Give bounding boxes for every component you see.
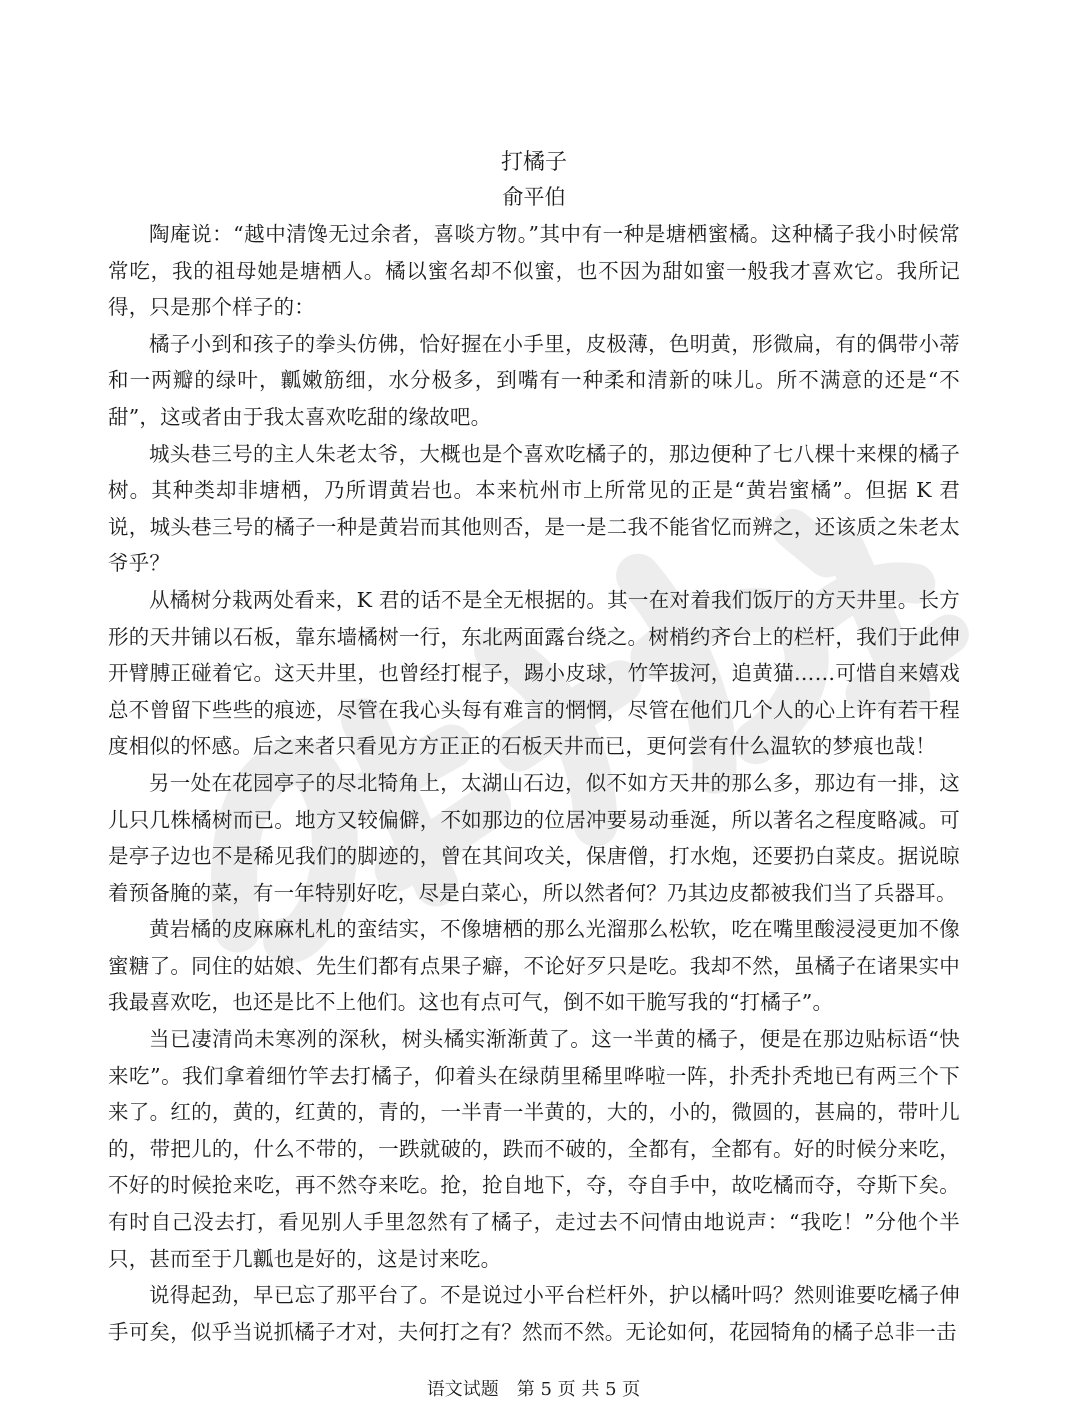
- paragraph: 说得起劲，早已忘了那平台了。不是说过小平台栏杆外，护以橘叶吗？然则谁要吃橘子伸手可矣，似乎当说抓橘子才对，夫何打之有？然而不然。无论如何，花园犄角的橘子总非一击: [108, 1283, 960, 1344]
- page-footer: 语文试题 第 5 页 共 5 页: [426, 1379, 641, 1400]
- paragraph: 橘子小到和孩子的拳头仿佛，恰好握在小手里，皮极薄，色明黄，形微扁，有的偶带小蒂和一两瓣的绿叶，瓤嫩筋细，水分极多，到嘴有一种柔和清新的味儿。所不满意的还是“不甜”，这或者由于我太喜欢吃甜的缘故吧。: [108, 331, 960, 429]
- article-title: 打橘子: [500, 150, 567, 175]
- paragraph: 当已凄清尚未寒冽的深秋，树头橘实渐渐黄了。这一半黄的橘子，便是在那边贴标语“快来吃”。我们拿着细竹竿去打橘子，仰着头在绿荫里稀里哗啦一阵，扑秃扑秃地已有两三个下来了。红的，黄的，红黄的，青的，一半青一半黄的，大的，小的，微圆的，甚扁的，带叶儿的，带把儿的，什么不带的，一跌就破的，跌而不破的，全都有，全都有。好的时候分来吃，不好的时候抢来吃，再不然夺来吃。抢，抢自地下，夺，夺自手中，故吃橘而夺，夺斯下矣。有时自己没去打，看见别人手里忽然有了橘子，走过去不问情由地说声：“我吃！”分他个半只，甚而至于几瓤也是好的，这是讨来吃。: [108, 1027, 960, 1271]
- paragraph: 城头巷三号的主人朱老太爷，大概也是个喜欢吃橘子的，那边便种了七八棵十来棵的橘子树。其种类却非塘栖，乃所谓黄岩也。本来杭州市上所常见的正是“黄岩蜜橘”。但据 K 君说，城头巷三号的橘子一种是黄岩而其他则否，是一是二我不能省忆而辨之，还该质之朱老太爷乎？: [108, 441, 960, 576]
- article: [108, 146, 960, 1350]
- paragraph: 陶庵说：“越中清馋无过余者，喜啖方物。”其中有一种是塘栖蜜橘。这种橘子我小时候常常吃，我的祖母她是塘栖人。橘以蜜名却不似蜜，也不因为甜如蜜一般我才喜欢它。我所记得，只是那个样子的：: [108, 222, 960, 320]
- paragraph: 黄岩橘的皮麻麻札札的蛮结实，不像塘栖的那么光溜那么松软，吃在嘴里酸浸浸更加不像蜜糖了。同住的姑娘、先生们都有点果子癖，不论好歹只是吃。我却不然，虽橘子在诸果实中我最喜欢吃，也还是比不上他们。这也有点可气，倒不如干脆写我的“打橘子”。: [108, 917, 960, 1015]
- paragraph: 从橘树分栽两处看来，K 君的话不是全无根据的。其一在对着我们饭厅的方天井里。长方形的天井铺以石板，靠东墙橘树一行，东北两面露台绕之。树梢约齐台上的栏杆，我们于此伸开臂膊正碰着它。这天井里，也曾经打棍子，踢小皮球，竹竿拔河，追黄猫……可惜自来嬉戏总不曾留下些些的痕迹，尽管在我心头每有难言的惘惘，尽管在他们几个人的心上许有若干程度相似的怀感。后之来者只看见方方正正的石板天井而已，更何尝有什么温软的梦痕也哉！: [108, 587, 960, 759]
- paragraph: 另一处在花园亭子的尽北犄角上，太湖山石边，似不如方天井的那么多，那边有一排，这儿只几株橘树而已。地方又较偏僻，不如那边的位居冲要易动垂涎，所以著名之程度略减。可是亭子边也不是稀见我们的脚迹的，曾在其间攻关，保唐僧，打水炮，还要扔白菜皮。据说晾着预备腌的菜，有一年特别好吃，尽是白菜心，所以然者何？乃其边皮都被我们当了兵器耳。: [108, 770, 960, 905]
- article-author: 俞平伯: [502, 185, 566, 209]
